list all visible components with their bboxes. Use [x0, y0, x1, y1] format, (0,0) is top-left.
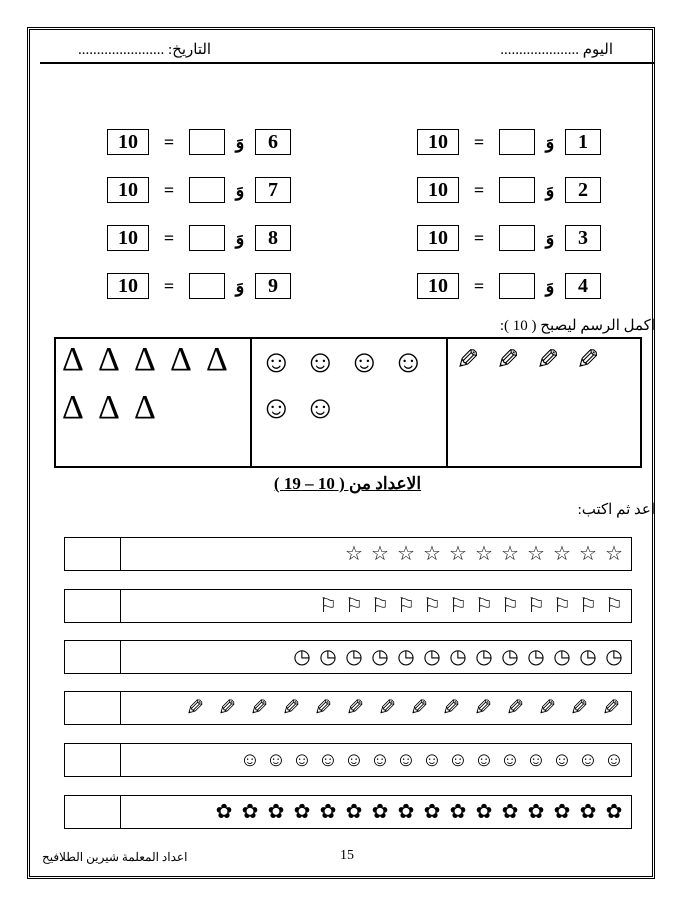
and-word: وَ — [545, 131, 555, 152]
count-item-icon: ☺ — [291, 749, 313, 771]
count-item-icon: ◷ — [397, 646, 415, 668]
count-item-icon: ✿ — [215, 801, 233, 823]
count-row — [64, 537, 632, 571]
count-item-icon: ◷ — [553, 646, 571, 668]
sum-value: 10 — [107, 273, 149, 299]
count-item-icon: ✎ — [345, 695, 365, 720]
count-item-icon: ☆ — [475, 543, 493, 565]
count-item-icon: ✿ — [319, 801, 337, 823]
smiley-icon: ☺ — [392, 343, 425, 379]
count-answer-box[interactable] — [65, 590, 121, 622]
count-item-icon: ✿ — [397, 801, 415, 823]
right-equation-row — [417, 128, 601, 156]
pencils-cell[interactable] — [448, 339, 640, 466]
triangle-icon: Δ — [170, 341, 192, 378]
left-equation-row — [107, 176, 291, 204]
count-item-icon: ☆ — [605, 543, 623, 565]
teacher-credit: اعداد المعلمة شيرين الطلافيح — [42, 850, 188, 864]
count-item-icon: ✿ — [371, 801, 389, 823]
count-item-icon: ☺ — [473, 749, 495, 771]
triangle-icon: Δ — [62, 341, 84, 378]
count-item-icon: ◷ — [475, 646, 493, 668]
count-item-icon: ✎ — [409, 695, 429, 720]
count-item-icon: ◷ — [501, 646, 519, 668]
count-item-icon: ☺ — [343, 749, 365, 771]
count-item-icon: ✎ — [569, 695, 589, 720]
count-item-icon: ⚐ — [371, 595, 389, 617]
count-item-icon: ✿ — [267, 801, 285, 823]
count-item-icon: ⚐ — [319, 595, 337, 617]
count-item-icon: ✿ — [241, 801, 259, 823]
day-label: اليوم ..................... — [500, 42, 613, 58]
count-item-icon: ⚐ — [397, 595, 415, 617]
equals-sign: = — [473, 179, 485, 200]
count-item-icon: ⚐ — [475, 595, 493, 617]
sum-value: 10 — [417, 177, 459, 203]
count-item-icon: ☆ — [579, 543, 597, 565]
count-item-icon: ◷ — [345, 646, 363, 668]
count-item-icon: ✿ — [553, 801, 571, 823]
count-item-icon: ✎ — [313, 695, 333, 720]
count-item-icon: ✎ — [505, 695, 525, 720]
count-item-icon: ☆ — [371, 543, 389, 565]
count-item-icon: ☆ — [423, 543, 441, 565]
count-item-icon: ☺ — [551, 749, 573, 771]
count-answer-box[interactable] — [65, 641, 121, 673]
sum-value: 10 — [107, 129, 149, 155]
count-item-icon: ⚐ — [423, 595, 441, 617]
equals-sign: = — [473, 227, 485, 248]
smileys-cell[interactable] — [252, 339, 448, 466]
and-word: وَ — [545, 179, 555, 200]
right-equation-row — [417, 272, 601, 300]
addend-value: 8 — [255, 225, 291, 251]
addend-value: 6 — [255, 129, 291, 155]
count-items — [121, 692, 631, 724]
count-item-icon: ✎ — [377, 695, 397, 720]
sum-value: 10 — [417, 225, 459, 251]
smiley-icon: ☺ — [304, 343, 337, 379]
smiley-icon: ☺ — [260, 389, 293, 425]
answer-box[interactable] — [189, 177, 225, 203]
addend-value: 3 — [565, 225, 601, 251]
count-item-icon: ✿ — [475, 801, 493, 823]
count-item-icon: ✿ — [345, 801, 363, 823]
equals-sign: = — [473, 131, 485, 152]
count-item-icon: ✿ — [527, 801, 545, 823]
count-item-icon: ◷ — [527, 646, 545, 668]
count-item-icon: ✎ — [249, 695, 269, 720]
count-row — [64, 691, 632, 725]
pencil-icon: ✎ — [496, 345, 520, 376]
drawing-instruction: اكمل الرسم ليصبح ( 10 ): — [499, 318, 655, 334]
and-word: وَ — [235, 131, 245, 152]
count-item-icon: ✎ — [473, 695, 493, 720]
right-equation-row — [417, 176, 601, 204]
count-item-icon: ✿ — [449, 801, 467, 823]
addend-value: 2 — [565, 177, 601, 203]
count-item-icon: ☺ — [317, 749, 339, 771]
section-title: الاعداد من ( 10 – 19 ) — [273, 474, 422, 493]
count-instruction: اعد ثم اكتب: — [577, 502, 655, 518]
count-row — [64, 640, 632, 674]
and-word: وَ — [545, 227, 555, 248]
count-item-icon: ⚐ — [527, 595, 545, 617]
count-row — [64, 795, 632, 829]
left-equation-row — [107, 128, 291, 156]
count-item-icon: ⚐ — [605, 595, 623, 617]
count-item-icon: ⚐ — [345, 595, 363, 617]
equals-sign: = — [163, 179, 175, 200]
count-answer-box[interactable] — [65, 538, 121, 570]
count-item-icon: ✿ — [501, 801, 519, 823]
count-item-icon: ☆ — [501, 543, 519, 565]
drawing-table — [54, 337, 642, 468]
count-items — [121, 538, 631, 570]
left-equation-row — [107, 224, 291, 252]
sum-value: 10 — [417, 129, 459, 155]
and-word: وَ — [235, 227, 245, 248]
count-answer-box[interactable] — [65, 692, 121, 724]
addend-value: 7 — [255, 177, 291, 203]
count-item-icon: ☺ — [395, 749, 417, 771]
count-item-icon: ⚐ — [449, 595, 467, 617]
and-word: وَ — [235, 179, 245, 200]
equals-sign: = — [163, 227, 175, 248]
count-item-icon: ☺ — [499, 749, 521, 771]
count-item-icon: ◷ — [293, 646, 311, 668]
count-item-icon: ☆ — [527, 543, 545, 565]
smiley-icon: ☺ — [348, 343, 381, 379]
count-item-icon: ☺ — [239, 749, 261, 771]
sum-value: 10 — [107, 177, 149, 203]
pencil-icon: ✎ — [576, 345, 600, 376]
pencil-icon: ✎ — [536, 345, 560, 376]
triangles-cell[interactable] — [56, 339, 252, 466]
count-row — [64, 743, 632, 777]
count-item-icon: ☆ — [553, 543, 571, 565]
count-item-icon: ⚐ — [579, 595, 597, 617]
count-answer-box[interactable] — [65, 796, 121, 828]
page-number: 15 — [340, 848, 354, 863]
answer-box[interactable] — [499, 225, 535, 251]
and-word: وَ — [545, 275, 555, 296]
count-item-icon: ◷ — [449, 646, 467, 668]
equals-sign: = — [473, 275, 485, 296]
count-item-icon: ☆ — [449, 543, 467, 565]
triangle-icon: Δ — [134, 389, 156, 426]
triangle-icon: Δ — [98, 389, 120, 426]
count-items — [121, 796, 631, 828]
count-item-icon: ⚐ — [501, 595, 519, 617]
count-items — [121, 744, 631, 776]
answer-box[interactable] — [189, 273, 225, 299]
triangle-icon: Δ — [98, 341, 120, 378]
count-item-icon: ☺ — [577, 749, 599, 771]
count-item-icon: ✿ — [293, 801, 311, 823]
smiley-icon: ☺ — [304, 389, 337, 425]
count-item-icon: ◷ — [423, 646, 441, 668]
count-item-icon: ☆ — [345, 543, 363, 565]
count-item-icon: ⚐ — [553, 595, 571, 617]
count-item-icon: ✿ — [579, 801, 597, 823]
count-item-icon: ✎ — [217, 695, 237, 720]
count-item-icon: ✎ — [441, 695, 461, 720]
count-answer-box[interactable] — [65, 744, 121, 776]
smiley-icon: ☺ — [260, 343, 293, 379]
right-equation-row — [417, 224, 601, 252]
left-equation-row — [107, 272, 291, 300]
count-item-icon: ☺ — [603, 749, 625, 771]
count-item-icon: ◷ — [319, 646, 337, 668]
equals-sign: = — [163, 275, 175, 296]
addend-value: 9 — [255, 273, 291, 299]
answer-box[interactable] — [189, 129, 225, 155]
count-item-icon: ✎ — [281, 695, 301, 720]
addend-value: 4 — [565, 273, 601, 299]
answer-box[interactable] — [189, 225, 225, 251]
count-row — [64, 589, 632, 623]
count-item-icon: ✿ — [423, 801, 441, 823]
count-item-icon: ◷ — [371, 646, 389, 668]
count-item-icon: ◷ — [579, 646, 597, 668]
addend-value: 1 — [565, 129, 601, 155]
count-item-icon: ☺ — [421, 749, 443, 771]
equals-sign: = — [163, 131, 175, 152]
date-label: التاريخ: ....................... — [78, 42, 212, 58]
count-item-icon: ☺ — [265, 749, 287, 771]
count-item-icon: ✿ — [605, 801, 623, 823]
triangle-icon: Δ — [62, 389, 84, 426]
count-items — [121, 590, 631, 622]
count-items — [121, 641, 631, 673]
count-item-icon: ☺ — [525, 749, 547, 771]
count-item-icon: ✎ — [185, 695, 205, 720]
triangle-icon: Δ — [134, 341, 156, 378]
count-item-icon: ✎ — [601, 695, 621, 720]
answer-box[interactable] — [499, 177, 535, 203]
count-item-icon: ◷ — [605, 646, 623, 668]
count-item-icon: ✎ — [537, 695, 557, 720]
sum-value: 10 — [417, 273, 459, 299]
pencil-icon: ✎ — [456, 345, 480, 376]
count-item-icon: ☺ — [447, 749, 469, 771]
answer-box[interactable] — [499, 129, 535, 155]
and-word: وَ — [235, 275, 245, 296]
triangle-icon: Δ — [206, 341, 228, 378]
header-divider — [40, 62, 655, 64]
answer-box[interactable] — [499, 273, 535, 299]
sum-value: 10 — [107, 225, 149, 251]
count-item-icon: ☺ — [369, 749, 391, 771]
count-item-icon: ☆ — [397, 543, 415, 565]
